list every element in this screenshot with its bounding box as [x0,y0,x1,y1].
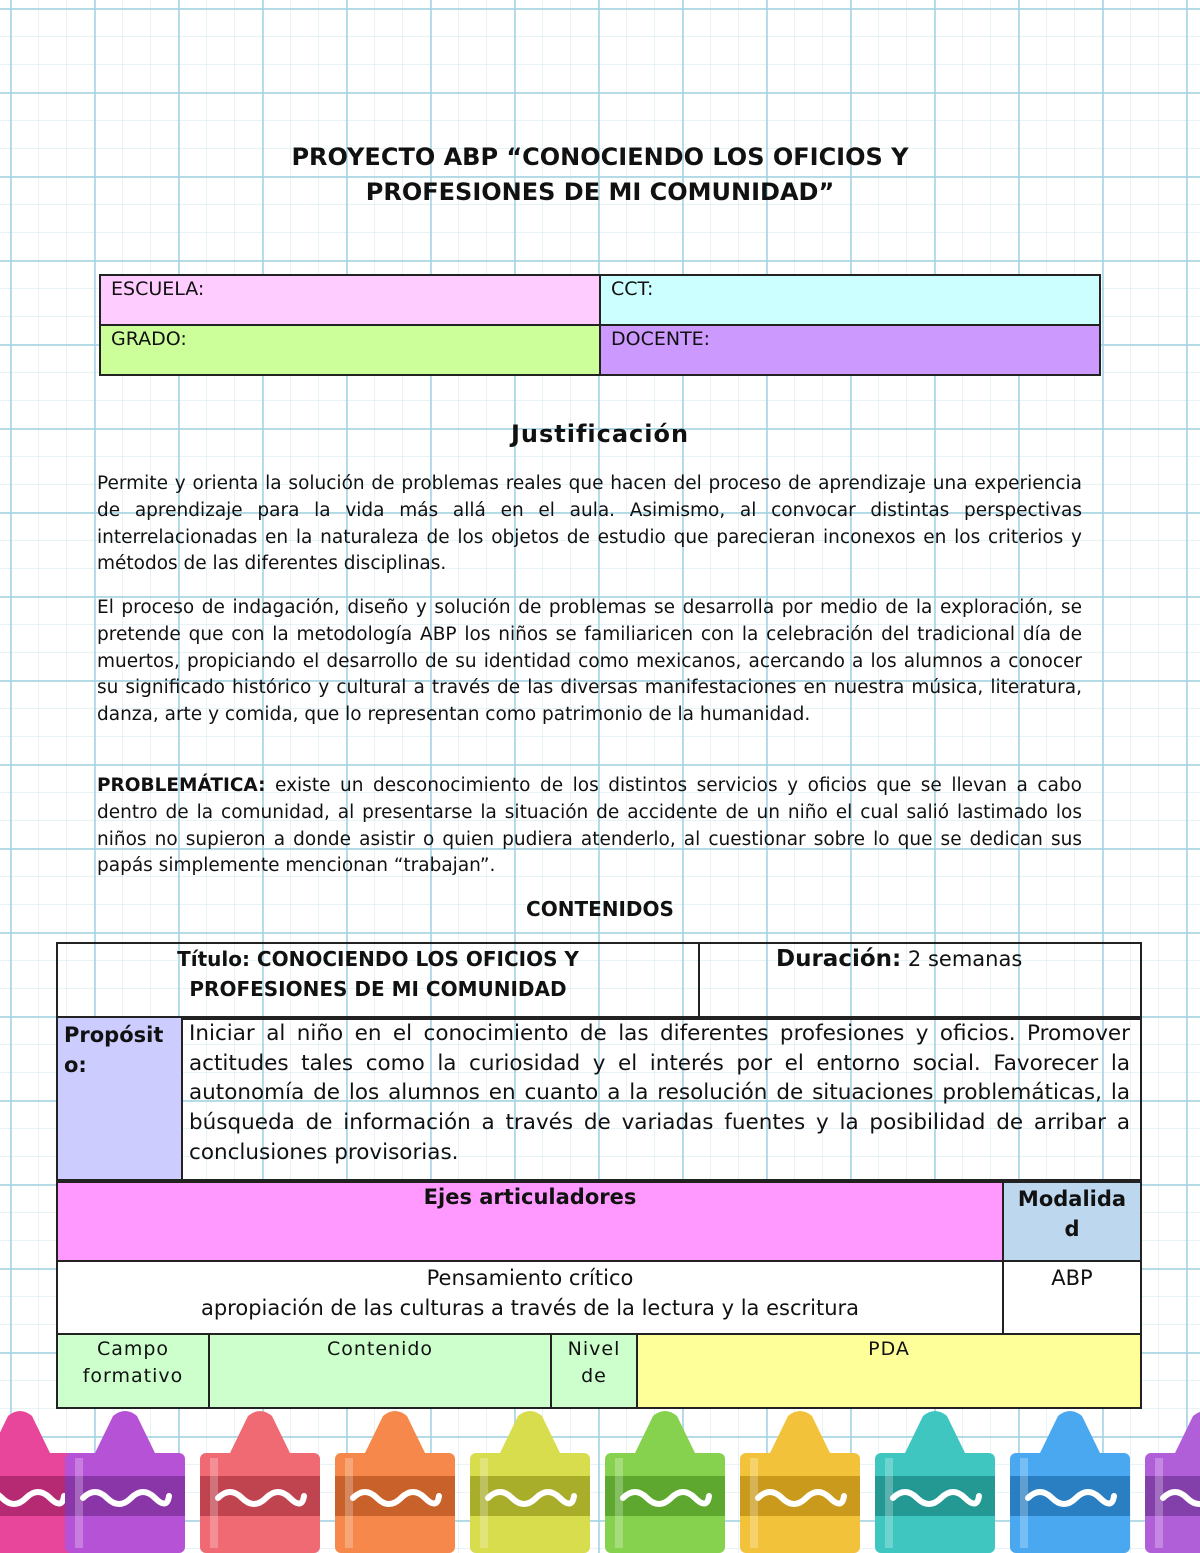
duration-label: Duración: [776,946,902,972]
crayon-9 [1010,1411,1130,1553]
modalidad-header [1003,1182,1141,1261]
contenidos-heading: CONTENIDOS [526,897,674,921]
ejes-header: Ejes articuladores [57,1182,1003,1261]
crayon-4 [335,1411,455,1553]
purpose-text: Iniciar al niño en el conocimiento de las diferentes profesiones y oficios. Promover actitudes tales como la curiosidad y el interés por el entorno social. Favorecer la autonomía de los alumnos en cuanto a la resolución de situaciones problemáticas, la búsqueda de información a través de variadas fuentes y la posibilidad de arribar a conclusiones provisorias. [182,1017,1141,1180]
escuela-field[interactable]: ESCUELA: [100,275,600,325]
grado-field[interactable]: GRADO: [100,325,600,375]
pda-header: PDA [637,1334,1141,1408]
crayon-2 [65,1411,185,1553]
ejes-table [56,1181,1142,1338]
campo-line-1: Campo [96,1338,170,1360]
modalidad-header-line-2: d [1064,1217,1080,1241]
ejes-value-cell [57,1261,1003,1337]
crayon-3 [200,1411,320,1553]
docente-field[interactable]: DOCENTE: [600,325,1100,375]
crayon-10 [1145,1411,1200,1553]
ejes-value-line-1: Pensamiento crítico [426,1266,634,1290]
problematica-paragraph [97,773,1082,880]
project-title-line-1: Título: CONOCIENDO LOS OFICIOS Y [177,947,579,971]
title-line-1: PROYECTO ABP “CONOCIENDO LOS OFICIOS Y [291,143,909,171]
modalidad-value: ABP [1003,1261,1141,1337]
crayon-8 [875,1411,995,1553]
duration-cell [699,943,1141,1019]
campo-line-2: formativo [82,1365,184,1387]
purpose-table [56,1016,1142,1181]
nivel-line-2: de [581,1365,607,1387]
purpose-label-cell [57,1017,182,1180]
planning-header-table [56,1333,1142,1409]
justificacion-paragraph-2: El proceso de indagación, diseño y solución de problemas se desarrolla por medio de la exploración, se pretende que con la metodología ABP los niños se familiaricen con la celebración del tradicional día de muertos, propiciando el desarrollo de su identidad como mexicanos, acercando a los alumnos a conocer su significado histórico y cultural a través de las diversas manifestaciones en nuestra música, literatura, danza, arte y comida, que lo representan como patrimonio de la humanidad. [97,597,1082,726]
crayon-7 [740,1411,860,1553]
purpose-label-line-1: Propósit [64,1023,164,1047]
ejes-value-line-2: apropiación de las culturas a través de la lectura y la escritura [200,1296,860,1320]
title-duration-table [56,942,1142,1020]
crayons-border-decoration [0,1408,1200,1553]
nivel-line-1: Nivel [567,1338,621,1360]
modalidad-header-line-1: Modalida [1017,1187,1127,1211]
problematica-label: PROBLEMÁTICA: [97,775,266,796]
nivel-header [551,1334,637,1408]
school-info-table [99,274,1101,376]
campo-formativo-header [57,1334,209,1408]
project-title-cell [57,943,699,1019]
justificacion-heading: Justificación [510,420,690,448]
contenido-header: Contenido [209,1334,551,1408]
crayon-5 [470,1411,590,1553]
problematica-text: existe un desconocimiento de los distintos servicios y oficios que se llevan a cabo dentro de la comunidad, al presentarse la situación de accidente de un niño el cual salió lastimado los niños no supieron a donde asistir o quien pudiera atenderlo, al cuestionar sobre lo que se dedican sus papás simplemente mencionan “trabajan”. [97,775,1082,877]
title-line-2: PROFESIONES DE MI COMUNIDAD” [365,178,835,206]
crayon-6 [605,1411,725,1553]
duration-value: 2 semanas [907,947,1023,971]
document-title [150,140,1050,210]
project-title-line-2: PROFESIONES DE MI COMUNIDAD [189,977,567,1001]
purpose-label-line-2: o: [64,1053,87,1077]
justificacion-paragraph-1: Permite y orienta la solución de problemas reales que hacen del proceso de aprendizaje una experiencia de aprendizaje para la vida más allá en el aula. Asimismo, al convocar distintas perspectivas interrelacionadas en la naturaleza de los objetos de estudio que parecieran inconexos en los criterios y métodos de las diferentes disciplinas. [97,473,1082,575]
cct-field[interactable]: CCT: [600,275,1100,325]
